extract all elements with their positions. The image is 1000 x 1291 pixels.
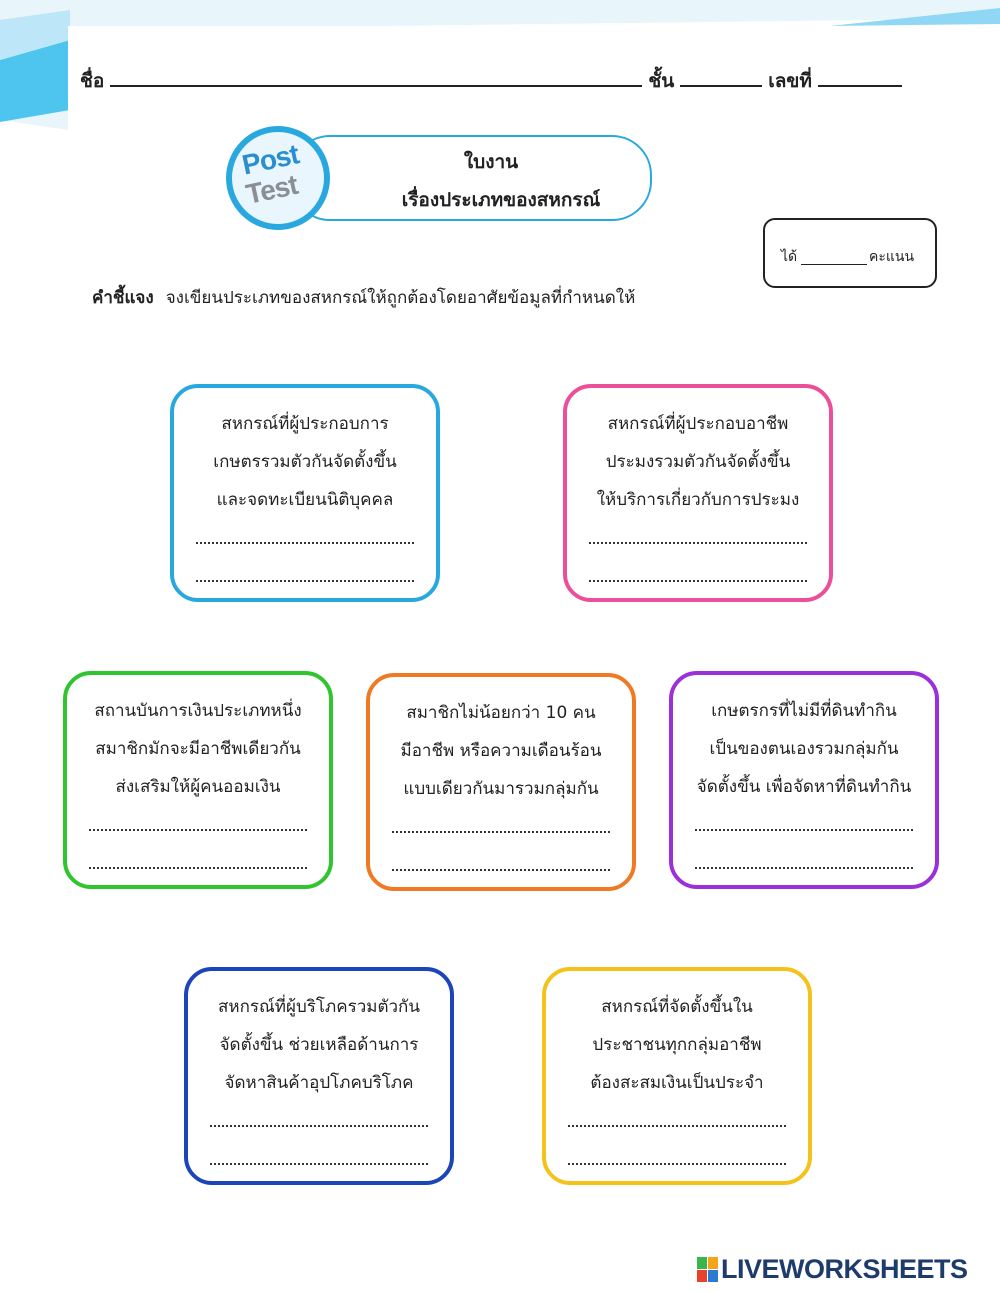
card-line: มีอาชีพ หรือความเดือนร้อน	[400, 741, 602, 761]
title-line-2: เรื่องประเภทของสหกรณ์	[401, 189, 601, 211]
logo-text: LIVEWORKSHEETS	[721, 1254, 968, 1284]
card-line: เกษตรกรที่ไม่มีที่ดินทำกิน	[711, 701, 897, 721]
answer-line[interactable]	[196, 542, 414, 544]
card-line: สหกรณ์ที่ผู้บริโภครวมตัวกัน	[218, 997, 420, 1017]
card-line: ส่งเสริมให้ผู้คนออมเงิน	[115, 777, 281, 797]
score-box	[763, 218, 937, 288]
card-line: ประชาชนทุกกลุ่มอาชีพ	[592, 1035, 762, 1055]
card-line: สหกรณ์ที่ผู้ประกอบอาชีพ	[607, 414, 789, 434]
card-line: และจดทะเบียนนิติบุคคล	[216, 490, 394, 510]
card-credit-union	[542, 967, 812, 1185]
card-line: สมาชิกไม่น้อยกว่า 10 คน	[406, 703, 596, 723]
class-field[interactable]	[680, 67, 762, 87]
worksheet-title	[290, 135, 652, 221]
answer-line[interactable]	[568, 1163, 786, 1165]
post-test-badge	[226, 126, 330, 230]
instructions-label: คำชี้แจง	[92, 288, 154, 308]
answer-line[interactable]	[695, 867, 913, 869]
card-group	[366, 673, 636, 891]
number-field[interactable]	[818, 67, 902, 87]
card-line: ให้บริการเกี่ยวกับการประมง	[596, 490, 800, 510]
answer-line[interactable]	[89, 867, 307, 869]
score-field[interactable]	[801, 264, 867, 265]
score-label-before: ได้	[781, 249, 798, 265]
answer-line[interactable]	[210, 1125, 428, 1127]
answer-line[interactable]	[589, 580, 807, 582]
badge-test-text: Test	[243, 168, 301, 211]
card-line: แบบเดียวกันมารวมกลุ่มกัน	[403, 779, 599, 799]
answer-line[interactable]	[392, 869, 610, 871]
answer-line[interactable]	[89, 829, 307, 831]
title-line-1: ใบงาน	[463, 151, 519, 173]
card-line: สมาชิกมักจะมีอาชีพเดียวกัน	[95, 739, 301, 759]
answer-line[interactable]	[210, 1163, 428, 1165]
card-line: ต้องสะสมเงินเป็นประจำ	[590, 1073, 764, 1093]
score-label-after: คะแนน	[869, 249, 915, 265]
header-decoration	[0, 0, 1000, 130]
card-land-settlement	[669, 671, 939, 889]
card-consumer	[184, 967, 454, 1185]
card-line: สถานบันการเงินประเภทหนึ่ง	[94, 701, 302, 721]
instructions-text: จงเขียนประเภทของสหกรณ์ให้ถูกต้องโดยอาศัยข้อมูลที่กำหนดให้	[165, 288, 636, 308]
number-label: เลขที่	[768, 70, 812, 92]
class-label: ชั้น	[648, 70, 675, 92]
card-savings	[63, 671, 333, 889]
answer-line[interactable]	[196, 580, 414, 582]
card-line: สหกรณ์ที่จัดตั้งขึ้นใน	[601, 997, 753, 1017]
badge-post-text: Post	[239, 138, 302, 181]
student-info-line	[80, 66, 920, 96]
answer-line[interactable]	[568, 1125, 786, 1127]
liveworksheets-logo	[697, 1254, 968, 1288]
name-label: ชื่อ	[80, 70, 105, 92]
card-line: จัดหาสินค้าอุปโภคบริโภค	[224, 1073, 414, 1093]
answer-line[interactable]	[589, 542, 807, 544]
answer-line[interactable]	[392, 831, 610, 833]
card-agricultural	[170, 384, 440, 602]
logo-cube-icon	[697, 1257, 719, 1283]
card-line: เป็นของตนเองรวมกลุ่มกัน	[709, 739, 899, 759]
card-fisheries	[563, 384, 833, 602]
name-field[interactable]	[110, 67, 642, 87]
card-line: สหกรณ์ที่ผู้ประกอบการ	[221, 414, 389, 434]
card-line: จัดตั้งขึ้น เพื่อจัดหาที่ดินทำกิน	[696, 777, 912, 797]
answer-line[interactable]	[695, 829, 913, 831]
card-line: เกษตรรวมตัวกันจัดตั้งขึ้น	[213, 452, 397, 472]
instructions	[92, 284, 635, 311]
card-line: ประมงรวมตัวกันจัดตั้งขึ้น	[605, 452, 791, 472]
card-line: จัดตั้งขึ้น ช่วยเหลือด้านการ	[219, 1035, 419, 1055]
